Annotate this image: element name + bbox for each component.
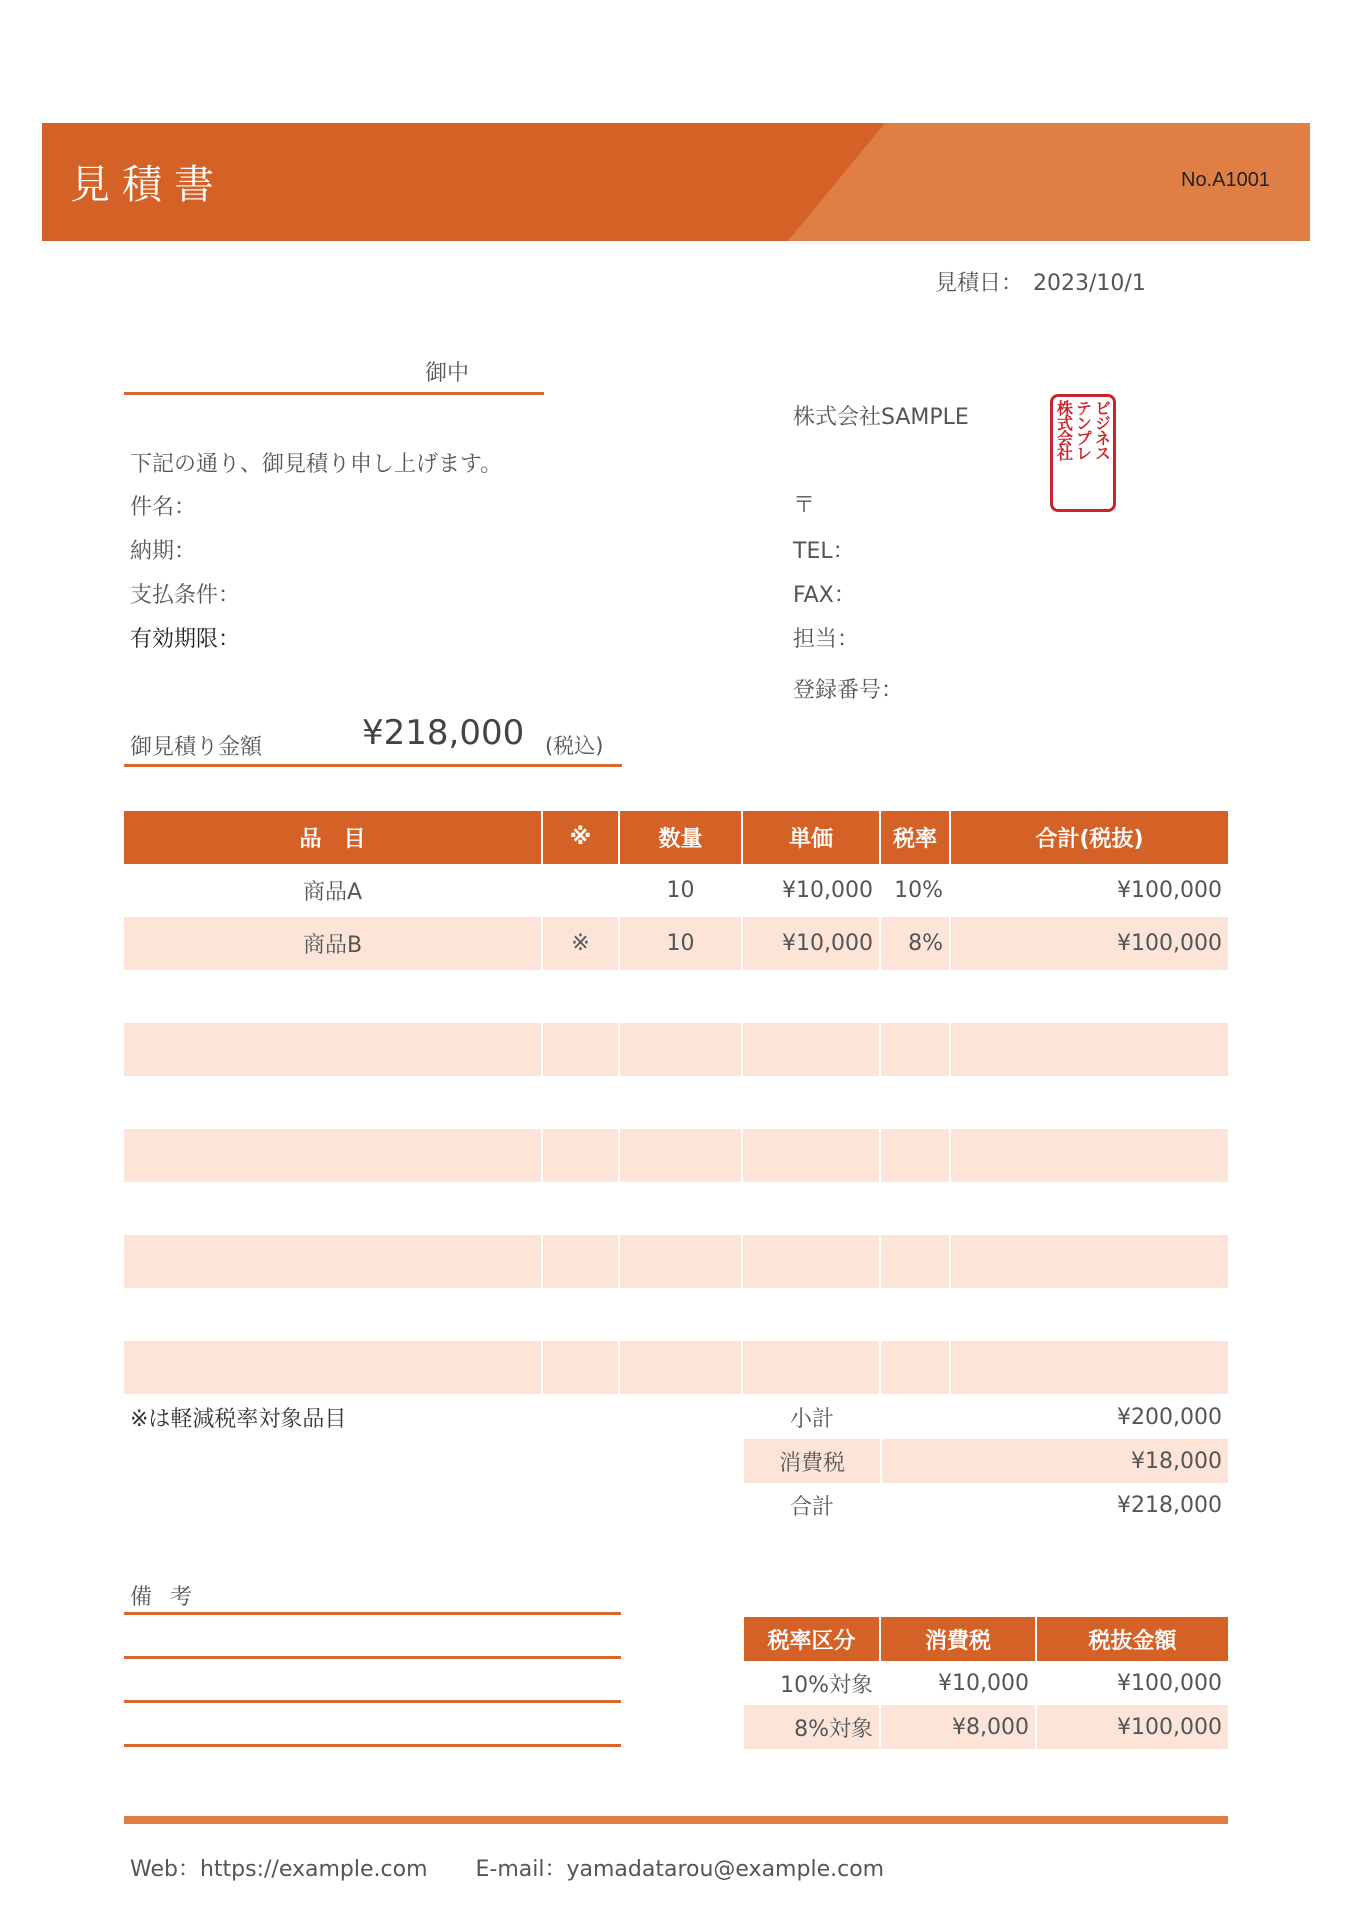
cell-consumption-tax: ¥10,000 <box>881 1661 1037 1705</box>
cell-mark <box>543 970 620 1023</box>
cell-rate: 8% <box>881 917 951 970</box>
client-name-underline <box>124 392 544 395</box>
footer-email-link[interactable]: E-mail：yamadatarou@example.com <box>475 1857 885 1882</box>
table-row <box>744 1661 1228 1705</box>
cell-item <box>124 970 543 1023</box>
tax-value: ¥18,000 <box>882 1439 1228 1483</box>
issuer-tel: TEL： <box>793 539 855 564</box>
col-consumption-tax: 消費税 <box>881 1617 1037 1661</box>
remarks-label: 備考 <box>130 1585 211 1610</box>
cell-item: 商品B <box>124 917 543 970</box>
subtotal-row <box>744 1395 1228 1439</box>
cell-qty <box>620 1235 743 1288</box>
cell-item <box>124 1023 543 1076</box>
field-delivery: 納期： <box>130 539 197 564</box>
cell-mark: ※ <box>543 917 620 970</box>
field-payment-terms: 支払条件： <box>130 583 241 608</box>
cell-rate: 10% <box>881 864 951 917</box>
document-title: 見積書 <box>70 162 226 208</box>
cell-qty: 10 <box>620 917 743 970</box>
cell-mark <box>543 1288 620 1341</box>
cell-qty <box>620 1023 743 1076</box>
cell-rate <box>881 1129 951 1182</box>
cell-mark <box>543 1235 620 1288</box>
table-row <box>124 917 1228 970</box>
col-subtotal: 合計(税抜) <box>951 811 1228 864</box>
header-band <box>42 123 1310 241</box>
cell-qty <box>620 1129 743 1182</box>
cell-consumption-tax: ¥8,000 <box>881 1705 1037 1749</box>
cell-qty <box>620 1076 743 1129</box>
cell-item <box>124 1235 543 1288</box>
company-seal-icon <box>1050 394 1116 512</box>
cell-price <box>743 1129 881 1182</box>
cell-rate <box>881 970 951 1023</box>
footer-bar <box>124 1816 1228 1824</box>
total-label: 合計 <box>744 1483 882 1527</box>
estimate-date-label: 見積日： <box>935 271 1024 296</box>
table-row <box>744 1705 1228 1749</box>
cell-rate <box>881 1023 951 1076</box>
cell-price <box>743 970 881 1023</box>
col-tax-category: 税率区分 <box>744 1617 881 1661</box>
table-row <box>124 1023 1228 1076</box>
cell-mark <box>543 1129 620 1182</box>
estimate-date <box>935 266 1146 297</box>
tax-summary-table <box>744 1617 1228 1749</box>
subtotal-label: 小計 <box>744 1395 882 1439</box>
table-row <box>124 970 1228 1023</box>
cell-item <box>124 1182 543 1235</box>
cell-qty <box>620 970 743 1023</box>
items-table <box>124 811 1228 1394</box>
field-valid-until: 有効期限： <box>130 627 241 652</box>
cell-tax-category: 10%対象 <box>744 1661 881 1705</box>
table-row <box>124 1129 1228 1182</box>
cell-amount <box>951 1288 1228 1341</box>
tax-summary-header <box>744 1617 1228 1661</box>
document-number: No.A1001 <box>1181 169 1270 191</box>
cell-item <box>124 1288 543 1341</box>
cell-qty: 10 <box>620 864 743 917</box>
remarks-line <box>124 1744 621 1747</box>
cell-mark <box>543 1023 620 1076</box>
estimate-date-value: 2023/10/1 <box>1033 271 1146 296</box>
cell-mark <box>543 1182 620 1235</box>
cell-amount: ¥100,000 <box>1117 878 1222 903</box>
cell-price <box>743 1076 881 1129</box>
tax-row <box>744 1439 1228 1483</box>
cell-item <box>124 1076 543 1129</box>
cell-rate <box>881 1288 951 1341</box>
cell-amount <box>951 1182 1228 1235</box>
estimate-amount-value: ¥218,000 <box>362 713 525 753</box>
col-reduced-mark: ※ <box>543 811 620 864</box>
totals-block <box>744 1395 1228 1527</box>
cell-rate <box>881 1076 951 1129</box>
cell-mark <box>543 1341 620 1394</box>
issuer-postal: 〒 <box>793 493 816 518</box>
reduced-tax-note: ※は軽減税率対象品目 <box>130 1407 347 1432</box>
footer-contact <box>130 1852 884 1883</box>
table-row <box>124 864 1228 917</box>
cell-qty <box>620 1182 743 1235</box>
cell-tax-category: 8%対象 <box>744 1705 881 1749</box>
cell-item <box>124 1129 543 1182</box>
col-pre-tax-amount: 税抜金額 <box>1037 1617 1228 1661</box>
table-row <box>124 1076 1228 1129</box>
remarks-line <box>124 1612 621 1615</box>
cell-amount <box>951 970 1228 1023</box>
issuer-company: 株式会社SAMPLE <box>793 405 969 430</box>
amount-underline <box>124 764 622 767</box>
header-dark-panel <box>42 123 1310 241</box>
col-item: 品 目 <box>124 811 543 864</box>
col-tax-rate: 税率 <box>881 811 951 864</box>
cell-amount <box>951 1076 1228 1129</box>
client-suffix: 御中 <box>425 361 470 386</box>
table-row <box>124 1288 1228 1341</box>
cell-item <box>124 1341 543 1394</box>
cell-price: ¥10,000 <box>743 864 881 917</box>
cell-rate <box>881 1235 951 1288</box>
footer-web-link[interactable]: Web：https://example.com <box>130 1857 428 1882</box>
cell-amount <box>951 1235 1228 1288</box>
items-table-header <box>124 811 1228 864</box>
tax-label: 消費税 <box>744 1439 882 1483</box>
remarks-line <box>124 1700 621 1703</box>
cell-item: 商品A <box>124 864 543 917</box>
issuer-registration: 登録番号： <box>793 678 904 703</box>
subtotal-value: ¥200,000 <box>1117 1404 1222 1430</box>
seal-column: テンプレ <box>1073 400 1093 460</box>
cell-mark <box>543 1076 620 1129</box>
issuer-contact: 担当： <box>793 627 860 652</box>
cell-rate <box>881 1182 951 1235</box>
cell-amount <box>951 1023 1228 1076</box>
cell-price <box>743 1182 881 1235</box>
total-value: ¥218,000 <box>1117 1492 1222 1518</box>
cell-price <box>743 1023 881 1076</box>
intro-text: 下記の通り、御見積り申し上げます。 <box>130 452 503 477</box>
cell-pre-tax-amount: ¥100,000 <box>1037 1705 1228 1749</box>
cell-amount: ¥100,000 <box>951 917 1228 970</box>
col-quantity: 数量 <box>620 811 743 864</box>
cell-amount <box>951 1341 1228 1394</box>
col-unit-price: 単価 <box>743 811 881 864</box>
cell-mark <box>543 864 620 917</box>
remarks-line <box>124 1656 621 1659</box>
seal-column: 株式会社 <box>1054 400 1074 460</box>
field-subject: 件名： <box>130 495 197 520</box>
estimate-amount-label: 御見積り金額 <box>130 735 263 760</box>
cell-rate <box>881 1341 951 1394</box>
cell-amount <box>951 1129 1228 1182</box>
estimate-amount-tax-note: (税込) <box>545 734 604 758</box>
cell-pre-tax-amount: ¥100,000 <box>1117 1670 1222 1696</box>
seal-column: ビジネス <box>1092 400 1112 460</box>
cell-price <box>743 1341 881 1394</box>
cell-price <box>743 1235 881 1288</box>
cell-qty <box>620 1341 743 1394</box>
cell-qty <box>620 1288 743 1341</box>
table-row <box>124 1341 1228 1394</box>
cell-price <box>743 1288 881 1341</box>
cell-price: ¥10,000 <box>743 917 881 970</box>
issuer-fax: FAX： <box>793 583 856 608</box>
table-row <box>124 1182 1228 1235</box>
table-row <box>124 1235 1228 1288</box>
total-row <box>744 1483 1228 1527</box>
